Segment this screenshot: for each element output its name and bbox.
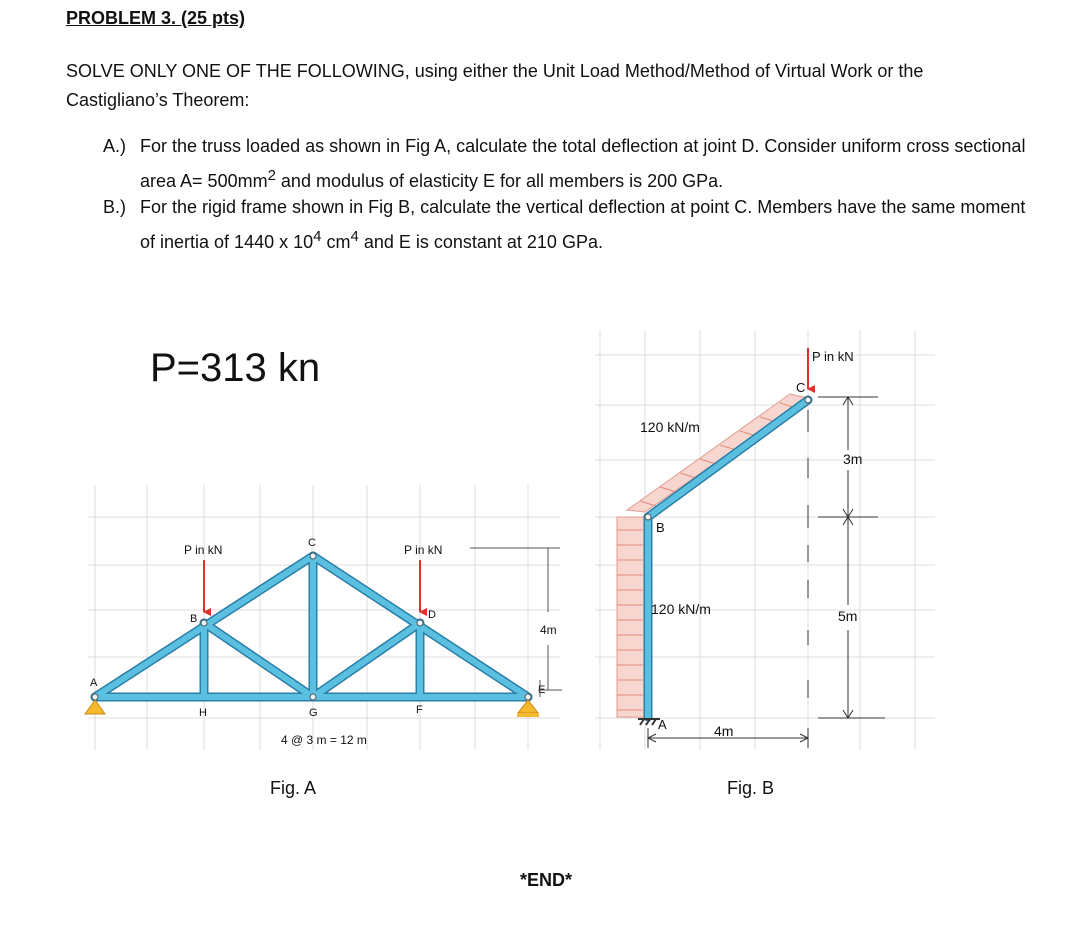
option-b-superscript-2: 4	[350, 228, 359, 245]
node-b-label: B	[190, 613, 198, 625]
fig-a-grid	[88, 485, 560, 750]
fig-b-load-label: P in kN	[812, 349, 854, 364]
fig-a-load-label-right: P in kN	[404, 543, 443, 557]
option-a-text-after: and modulus of elasticity E for all members is 200 GPa.	[275, 171, 724, 191]
dim-horizontal-label: 4m	[714, 723, 734, 739]
inclined-distributed-load	[627, 394, 808, 512]
option-a-label: A.)	[103, 136, 127, 156]
fig-a-span-label: 4 @ 3 m = 12 m	[281, 733, 367, 747]
problem-intro: SOLVE ONLY ONE OF THE FOLLOWING, using either the Unit Load Method/Method of Virtual Work or the Castigliano’s Theorem:	[66, 61, 924, 110]
inclined-load-label: 120 kN/m	[640, 419, 700, 435]
node-h-label: H	[199, 707, 207, 719]
option-b-text-before: For the rigid frame shown in Fig B, calculate the vertical deflection at point C. Members have the same moment of inertia of 1440 x 10	[140, 197, 1026, 252]
truss-members	[95, 556, 528, 697]
end-marker: *END*	[520, 870, 573, 890]
fig-a-caption: Fig. A	[270, 778, 317, 798]
node-b-label-b: B	[656, 520, 665, 535]
node-a-label: A	[90, 677, 98, 689]
joint-c	[805, 397, 811, 403]
node-e-label: E	[538, 684, 546, 696]
fixed-support-icon	[638, 719, 660, 725]
node-a-label-b: A	[658, 717, 667, 732]
option-b-text-after: and E is constant at 210 GPa.	[358, 232, 603, 252]
node-c-label-b: C	[796, 380, 806, 395]
joint-b	[645, 514, 651, 520]
fig-a-truss	[85, 485, 562, 750]
problem-title: PROBLEM 3. (25 pts)	[66, 8, 246, 28]
dim-bottom-label: 5m	[838, 608, 858, 624]
vertical-load-label: 120 kN/m	[651, 601, 711, 617]
roller-support-icon	[518, 700, 538, 713]
roller-base	[517, 713, 539, 717]
node-c-label: C	[308, 537, 316, 549]
load-value: P=313 kn	[150, 346, 321, 390]
fig-a-height-label: 4m	[540, 623, 557, 637]
pin-support-icon	[85, 700, 105, 714]
node-d-label: D	[428, 609, 436, 621]
node-f-label: F	[416, 704, 423, 716]
option-a-superscript: 2	[267, 167, 276, 184]
fig-b-vertical-dimension	[808, 397, 885, 718]
option-a-text-before: For the truss loaded as shown in Fig A, calculate the total deflection at joint D. Consider uniform cross sectional area A= 500mm	[140, 136, 1026, 191]
fig-b-caption: Fig. B	[727, 778, 775, 798]
vertical-distributed-load	[617, 517, 645, 717]
option-b-label: B.)	[103, 197, 127, 217]
fig-b-frame	[595, 330, 935, 750]
fig-a-load-label-left: P in kN	[184, 543, 223, 557]
option-b-text-mid: cm	[321, 232, 351, 252]
node-g-label: G	[309, 707, 318, 719]
option-b-superscript-1: 4	[313, 228, 322, 245]
dim-top-label: 3m	[843, 451, 863, 467]
